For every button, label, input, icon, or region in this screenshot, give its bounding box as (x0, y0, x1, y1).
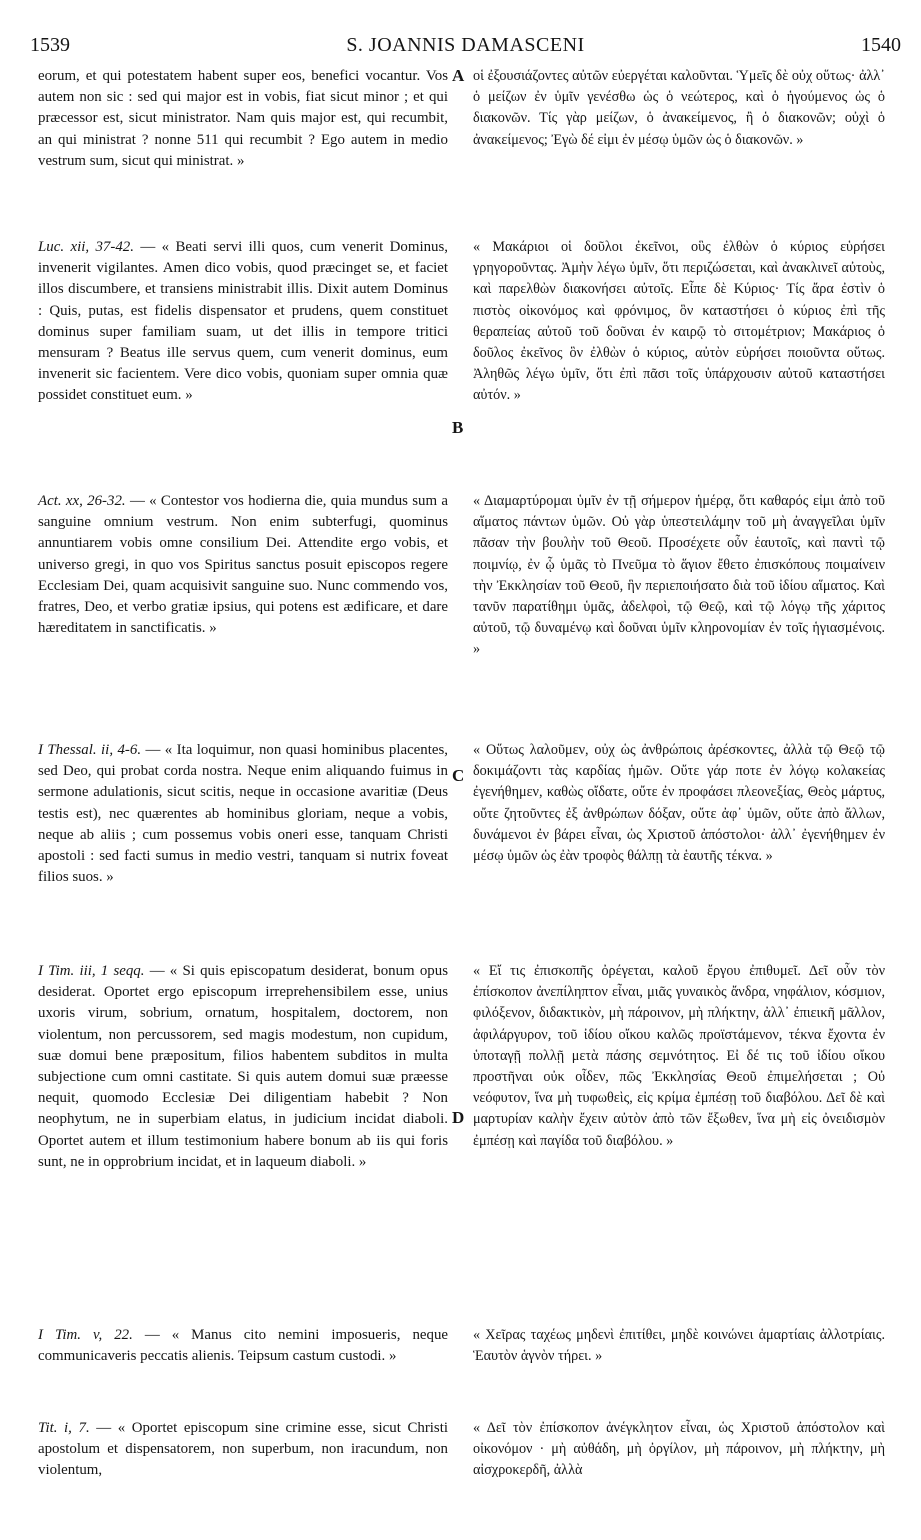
citation: I Thessal. ii, 4-6. (38, 742, 142, 758)
citation: I Tim. iii, 1 seqq. (38, 963, 145, 979)
latin-paragraph-2 (38, 237, 448, 407)
latin-text: — « Beati servi illi quos, cum venerit Dominus, invenerit vigilantes. Amen dico vobis, quod præcinget se, et faciet illos discumbere, et transiens ministrabit illis. Dixit autem Dominus : Quis, putas, est fidelis dispensator et prudens, quem constituet dominus super familiam suam, ut det illis in tempore tritici mensuram ? Beatus ille servus quem, cum venerit dominus, eum invenerit sic facientem. Vere dico vobis, quoniam super omnia quæ possidet constituet eum. » (38, 239, 448, 404)
greek-text: « Χεῖρας ταχέως μηδενὶ ἐπιτίθει, μηδὲ κοινώνει ἁμαρτίαις ἀλλοτρίαις. Ἑαυτὸν ἁγνὸν τήρει. » (473, 1327, 885, 1365)
greek-text: οἱ ἐξουσιάζοντες αὐτῶν εὐεργέται καλοῦνται. Ὑμεῖς δὲ οὐχ οὕτως· ἀλλ᾽ ὁ μείζων ἐν ὑμῖν γενέσθω ὡς ὁ νεώτερος, καὶ ὁ ἡγούμενος ὡς ὁ διακονῶν. Τίς γὰρ μείζων, ὁ ἀνακείμενος, ἢ ὁ διακονῶν; οὐχὶ ὁ ἀνακείμενος; Ἐγὼ δέ εἰμι ἐν μέσῳ ὑμῶν ὡς ὁ διακονῶν. » (473, 68, 885, 148)
greek-text: « Μακάριοι οἱ δοῦλοι ἐκεῖνοι, οὓς ἐλθὼν ὁ κύριος εὑρήσει γρηγοροῦντας. Ἀμὴν λέγω ὑμῖν, ὅτι περιζώσεται, καὶ ἀνακλινεῖ αὐτοὺς, καὶ παρελθὼν διακονήσει αὐτοῖς. Εἶπε δὲ Κύριος· Τίς ἄρα ἐστὶν ὁ πιστὸς οἰκονόμος καὶ φρόνιμος, ὃν καταστήσει ὁ κύριος ἐπὶ τῆς θεραπείας αὐτοῦ τοῦ δοῦναι ἐν καιρῷ τὸ σιτομέτριον; Μακάριος ὁ δοῦλος ἐκεῖνος ὃν ἐλθὼν ὁ κύριος, αὐτὸν εὑρήσει ποιοῦντα οὕτως. Ἀληθῶς λέγω ὑμῖν, ὅτι ἐπὶ πᾶσι τοῖς ὑπάρχουσιν αὐτοῦ καταστήσει αὐτόν. » (473, 239, 885, 404)
latin-paragraph-7 (38, 1418, 448, 1482)
margin-letter-a: A (452, 66, 465, 85)
right-page-number: 1540 (861, 34, 901, 56)
greek-text: « Οὕτως λαλοῦμεν, οὐχ ὡς ἀνθρώποις ἀρέσκοντες, ἀλλὰ τῷ Θεῷ τῷ δοκιμάζοντι τὰς καρδίας ἡμῶν. Οὔτε γάρ ποτε ἐν λόγῳ κολακείας ἐγενήθημεν, καθὼς οἴδατε, οὔτε ἐν προφάσει πλεονεξίας, Θεὸς μάρτυς, οὔτε ζητοῦντες ἐξ ἀνθρώπων δόξαν, οὔτε ἀφ᾽ ὑμῶν, οὔτε ἀπὸ ἄλλων, δυνάμενοι ἐν βάρει εἶναι, ὡς Χριστοῦ ἀπόστολοι· ἀλλ᾽ ἐγενήθημεν ἐν μέσῳ ὑμῶν ὡς ἐὰν τροφὸς θάλπῃ τὰ ἑαυτῆς τέκνα. » (473, 742, 885, 865)
greek-paragraph-3 (473, 491, 885, 661)
page-header (30, 30, 901, 58)
greek-paragraph-4 (473, 740, 885, 867)
citation: Act. xx, 26-32. (38, 493, 126, 509)
greek-text: « Δεῖ τὸν ἐπίσκοπον ἀνέγκλητον εἶναι, ὡς Χριστοῦ ἀπόστολον καὶ οἰκονόμον · μὴ αὐθάδη, μὴ ὀργίλον, μὴ πάροινον, μὴ πλήκτην, μὴ αἰσχροκερδῆ, ἀλλὰ (473, 1420, 885, 1479)
margin-letter-d: D (452, 1108, 465, 1127)
latin-text: eorum, et qui potestatem habent super eos, benefici vocantur. Vos autem non sic : sed qui major est in vobis, fiat sicut minor ; et qui præcessor est, sicut ministrator. Nam quis major est, qui recumbit, an qui ministrat ? nonne 511 qui recumbit ? Ego autem in medio vestrum sum, sicut qui ministrat. » (38, 68, 448, 169)
latin-paragraph-4 (38, 740, 448, 888)
citation: I Tim. v, 22. (38, 1327, 133, 1343)
greek-paragraph-2 (473, 237, 885, 407)
latin-text: — « Contestor vos hodierna die, quia mundus sum a sanguine omnium vestrum. Non enim subterfugi, quominus annuntiarem vobis omne consilium Dei. Attendite ergo vobis, et universo gregi, in quo vos Spiritus sanctus posuit episcopos regere Ecclesiam Dei, quam acquisivit sanguine suo. Nunc commendo vos, fratres, Deo, et verbo gratiæ ipsius, qui potens est ædificare, et dare hæreditatem in sanctificatis. » (38, 493, 449, 637)
latin-text: — « Si quis episcopatum desiderat, bonum opus desiderat. Oportet ergo episcopum irreprehensibilem esse, unius uxoris virum, sobrium, ornatum, hospitalem, doctorem, non violentum, non percussorem, sed magis modestum, non cupidum, suæ domui bene præpositum, filios habentem subditos in multa subjectione cum omni castitate. Si quis autem domui suæ præesse nequit, quomodo Ecclesiæ Dei diligentiam habebit ? Non neophytum, ne in superbiam elatus, in judicium incidat diaboli. Oportet autem et illum testimonium habere bonum ab iis qui foris sunt, ne in opprobrium incidat, et in laqueum diaboli. » (38, 963, 448, 1170)
greek-paragraph-6 (473, 1325, 885, 1367)
left-page-number: 1539 (30, 34, 70, 56)
greek-text: « Διαμαρτύρομαι ὑμῖν ἐν τῇ σήμερον ἡμέρᾳ, ὅτι καθαρός εἰμι ἀπὸ τοῦ αἵματος πάντων ὑμῶν. Οὐ γὰρ ὑπεστειλάμην τοῦ μὴ ἀναγγεῖλαι ὑμῖν πᾶσαν τὴν βουλὴν τοῦ Θεοῦ. Προσέχετε οὖν ἑαυτοῖς, καὶ παντὶ τῷ ποιμνίῳ, ἐν ᾧ ὑμᾶς τὸ Πνεῦμα τὸ ἅγιον ἔθετο ἐπισκόπους ποιμαίνειν τὴν Ἐκκλησίαν τοῦ Θεοῦ, ἣν περιεποιήσατο διὰ τοῦ ἰδίου αἵματος. Καὶ τανῦν παρατίθημι ὑμᾶς, ἀδελφοὶ, τῷ Θεῷ, καὶ τῷ λόγῳ τῆς χάριτος αὐτοῦ, τῷ δυναμένῳ καὶ δοῦναι ὑμῖν κληρονομίαν ἐν τοῖς ἡγιασμένοις. » (473, 493, 885, 658)
running-title: S. JOANNIS DAMASCENI (346, 34, 585, 56)
latin-text: — « Manus cito nemini imposueris, neque communicaveris peccatis alienis. Teipsum castum custodi. » (38, 1327, 448, 1365)
latin-paragraph-5 (38, 961, 448, 1173)
latin-text: — « Oportet episcopum sine crimine esse, sicut Christi apostolum et dispensatorem, non superbum, non iracundum, non violentum, (38, 1420, 448, 1479)
margin-letter-b: B (452, 418, 464, 437)
greek-paragraph-5 (473, 961, 885, 1152)
greek-paragraph-1 (473, 66, 885, 151)
latin-text: — « Ita loquimur, non quasi hominibus placentes, sed Deo, qui probat corda nostra. Neque enim aliquando fuimus in sermone adulationis, sicut scitis, neque in occasione avaritiæ (Deus testis est), nec quærentes ab hominibus gloriam, neque a vobis, neque ab aliis ; cum possemus vobis oneri esse, tanquam Christi apostoli : sed facti sumus in medio vestri, tanquam si nutrix foveat filios suos. » (38, 742, 448, 886)
margin-letter-c: C (452, 766, 465, 785)
greek-text: « Εἴ τις ἐπισκοπῆς ὀρέγεται, καλοῦ ἔργου ἐπιθυμεῖ. Δεῖ οὖν τὸν ἐπίσκοπον ἀνεπίληπτον εἶναι, μιᾶς γυναικὸς ἄνδρα, νηφάλιον, κόσμιον, φιλόξενον, διδακτικὸν, μὴ πάροινον, μὴ πλήκτην, ἀλλ᾽ ἐπιεικῆ μᾶλλον, ἀφιλάργυρον, τοῦ ἰδίου οἴκου καλῶς προϊστάμενον, τέκνα ἔχοντα ἐν ὑποταγῇ πολλῇ μετὰ πάσης σεμνότητος. Εἰ δέ τις τοῦ ἰδίου οἴκου προστῆναι οὐκ οἶδεν, πῶς Ἐκκλησίας Θεοῦ ἐπιμελήσεται ; Οὐ νεόφυτον, ἵνα μὴ τυφωθεὶς, εἰς κρίμα ἐμπέσῃ τοῦ διαβόλου. Δεῖ δὲ καὶ μαρτυρίαν καλὴν ἔχειν αὐτὸν ἀπὸ τῶν ἔξωθεν, ἵνα μὴ εἰς ὀνειδισμὸν ἐμπέσῃ καὶ παγίδα τοῦ διαβόλου. » (473, 963, 885, 1149)
citation: Tit. i, 7. (38, 1420, 90, 1436)
latin-paragraph-3 (38, 491, 448, 639)
citation: Luc. xii, 37-42. (38, 239, 134, 255)
latin-paragraph-1 (38, 66, 448, 172)
latin-paragraph-6 (38, 1325, 448, 1367)
greek-paragraph-7 (473, 1418, 885, 1482)
